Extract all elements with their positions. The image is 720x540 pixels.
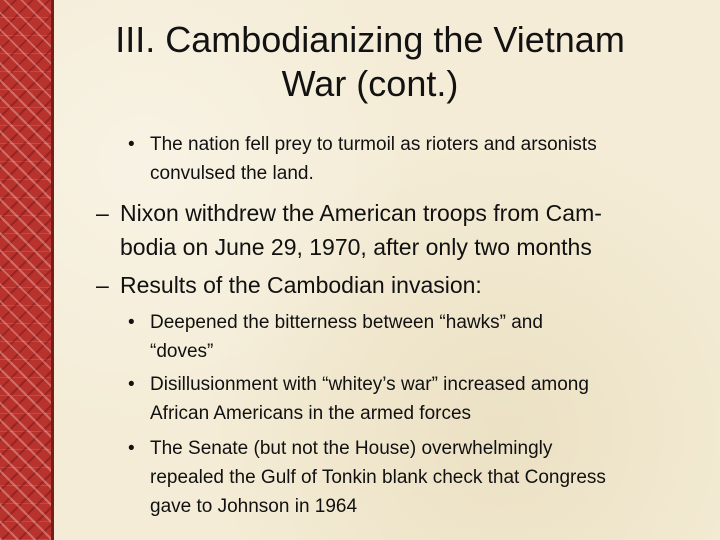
bullet-marker: •: [128, 134, 135, 155]
dash-item-1-line-2: bodia on June 29, 1970, after only two months: [120, 234, 592, 260]
decorative-left-border: [0, 0, 54, 540]
title-line-1: III. Cambodianizing the Vietnam: [115, 19, 625, 60]
result-bullet-1-text: [150, 308, 710, 366]
title-line-2: War (cont.): [281, 63, 459, 104]
dash-item-1-line-1: Nixon withdrew the American troops from Cam-: [120, 200, 602, 226]
bullet-marker: •: [128, 312, 135, 333]
dash-marker: –: [96, 200, 109, 226]
top-sub-bullet-text: [150, 130, 710, 188]
result-bullet-3-line-3: gave to Johnson in 1964: [150, 496, 358, 517]
result-bullet-2-line-1: Disillusionment with “whitey’s war” increased among: [150, 374, 589, 395]
dash-item-1-text: [120, 196, 700, 264]
result-bullet-1-line-2: “doves”: [150, 341, 214, 362]
result-bullet-1-line-1: Deepened the bitterness between “hawks” and: [150, 312, 543, 333]
slide-title: [60, 18, 680, 106]
result-bullet-2-line-2: African Americans in the armed forces: [150, 403, 472, 424]
result-bullet-2-text: [150, 370, 710, 428]
result-bullet-3-text: [150, 434, 710, 521]
top-sub-bullet-line-2: convulsed the land.: [150, 163, 314, 184]
result-bullet-3-line-2: repealed the Gulf of Tonkin blank check that Congress: [150, 467, 606, 488]
dash-item-2-line-1: Results of the Cambodian invasion:: [120, 272, 482, 298]
top-sub-bullet-line-1: The nation fell prey to turmoil as rioters and arsonists: [150, 134, 597, 155]
bullet-marker: •: [128, 374, 135, 395]
result-bullet-3-line-1: The Senate (but not the House) overwhelmingly: [150, 438, 553, 459]
dash-marker: –: [96, 272, 109, 298]
dash-item-2-text: [120, 268, 700, 302]
bullet-marker: •: [128, 438, 135, 459]
